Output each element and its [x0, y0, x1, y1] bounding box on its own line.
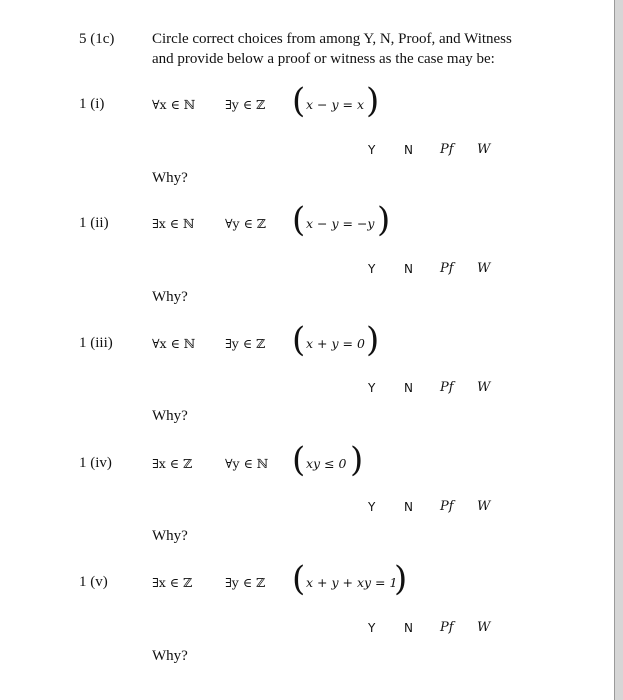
- choice-y[interactable]: Y: [368, 621, 376, 635]
- instructions-line-1: Circle correct choices from among Y, N, Proof, and Witness: [152, 31, 512, 47]
- quantifier-y: ∃y ∈ ℤ: [225, 97, 266, 112]
- choice-pf[interactable]: Pf: [440, 620, 454, 635]
- right-paren: ): [394, 559, 408, 599]
- choice-w[interactable]: W: [477, 620, 491, 635]
- quantifier-y: ∀y ∈ ℤ: [225, 216, 266, 231]
- choice-w[interactable]: W: [477, 142, 491, 157]
- why-label: Why?: [152, 528, 188, 544]
- choice-pf[interactable]: Pf: [440, 142, 454, 157]
- choice-y[interactable]: Y: [368, 262, 376, 276]
- predicate: xy ≤ 0: [306, 456, 347, 471]
- quantifier-x: ∃x ∈ ℤ: [152, 575, 193, 590]
- problem-number: 5 (1c): [79, 31, 115, 47]
- left-paren: (: [292, 440, 306, 480]
- left-paren: (: [292, 200, 306, 240]
- quantifier-y: ∀y ∈ ℕ: [225, 456, 269, 471]
- choice-n[interactable]: N: [404, 500, 413, 514]
- choice-pf[interactable]: Pf: [440, 499, 454, 514]
- choice-pf[interactable]: Pf: [440, 380, 454, 395]
- why-label: Why?: [152, 648, 188, 664]
- predicate: x − y = −y: [306, 216, 375, 231]
- choice-y[interactable]: Y: [368, 143, 376, 157]
- why-label: Why?: [152, 170, 188, 186]
- instructions-line-2: and provide below a proof or witness as the case may be:: [152, 51, 495, 67]
- quantifier-x: ∃x ∈ ℤ: [152, 456, 193, 471]
- right-paren: ): [366, 81, 380, 121]
- why-label: Why?: [152, 408, 188, 424]
- quantifier-y: ∃y ∈ ℤ: [225, 336, 266, 351]
- problem-label: 1 (iv): [79, 455, 112, 471]
- choice-n[interactable]: N: [404, 621, 413, 635]
- choice-w[interactable]: W: [477, 499, 491, 514]
- right-paren: ): [350, 440, 364, 480]
- right-paren: ): [366, 320, 380, 360]
- quantifier-y: ∃y ∈ ℤ: [225, 575, 266, 590]
- choice-y[interactable]: Y: [368, 381, 376, 395]
- problem-label: 1 (v): [79, 574, 108, 590]
- choice-w[interactable]: W: [477, 261, 491, 276]
- page-edge: [615, 0, 623, 700]
- choice-y[interactable]: Y: [368, 500, 376, 514]
- choice-w[interactable]: W: [477, 380, 491, 395]
- problem-label: 1 (i): [79, 96, 105, 112]
- predicate: x − y = x: [306, 97, 365, 112]
- left-paren: (: [292, 320, 306, 360]
- why-label: Why?: [152, 289, 188, 305]
- quantifier-x: ∃x ∈ ℕ: [152, 216, 195, 231]
- left-paren: (: [292, 559, 306, 599]
- choice-n[interactable]: N: [404, 262, 413, 276]
- left-paren: (: [292, 81, 306, 121]
- predicate: x + y + xy = 1: [306, 575, 398, 590]
- problem-label: 1 (ii): [79, 215, 109, 231]
- predicate: x + y = 0: [306, 336, 365, 351]
- problem-label: 1 (iii): [79, 335, 113, 351]
- choice-n[interactable]: N: [404, 381, 413, 395]
- quantifier-x: ∀x ∈ ℕ: [152, 336, 196, 351]
- right-paren: ): [377, 200, 391, 240]
- choice-n[interactable]: N: [404, 143, 413, 157]
- quantifier-x: ∀x ∈ ℕ: [152, 97, 196, 112]
- choice-pf[interactable]: Pf: [440, 261, 454, 276]
